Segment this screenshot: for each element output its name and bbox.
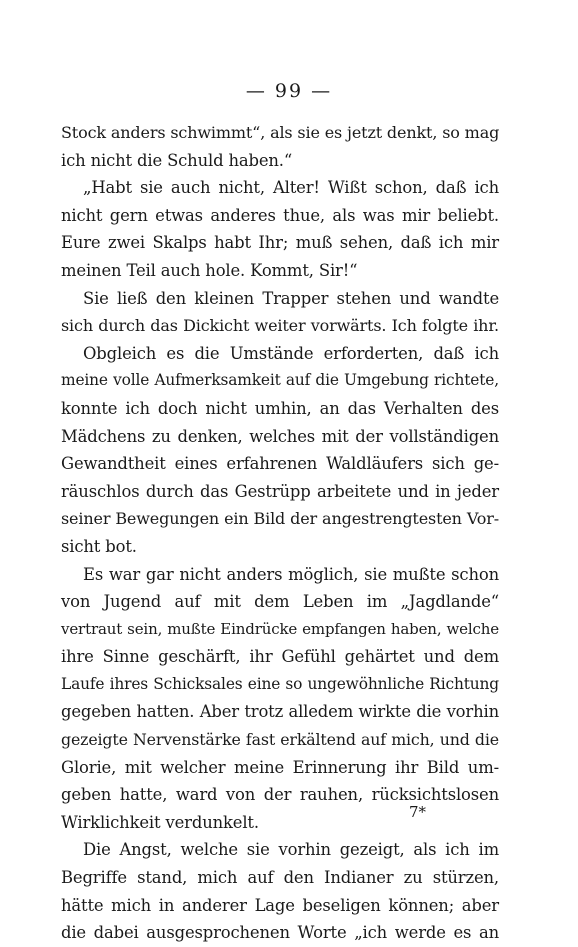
text-line: nicht gern etwas anderes thue, als was mir beliebt. <box>61 205 499 225</box>
text-line: vertraut sein, mußte Eindrücke empfangen haben, welche <box>61 619 499 638</box>
text-line: ich nicht die Schuld haben.“ <box>61 150 293 170</box>
text-line: räuschlos durch das Gestrüpp arbeitete und in jeder <box>61 481 499 501</box>
printer-signature: 7* <box>409 803 427 821</box>
text-line: „Habt sie auch nicht, Alter! Wißt schon, daß ich <box>83 178 499 198</box>
text-line: Sie ließ den kleinen Trapper stehen und wandte <box>83 288 499 308</box>
text-line: Die Angst, welche sie vorhin gezeigt, als ich im <box>83 840 499 860</box>
text-line: gezeigte Nervenstärke fast erkältend auf mich, und die <box>61 730 499 750</box>
text-line: sicht bot. <box>61 536 137 556</box>
text-line: Stock anders schwimmt“, als sie es jetzt denkt, so mag <box>61 123 500 142</box>
text-line: Es war gar nicht anders möglich, sie mußte schon <box>83 564 499 584</box>
text-line: Gewandtheit eines erfahrenen Waldläufers sich ge- <box>61 454 499 474</box>
text-line: meinen Teil auch hole. Kommt, Sir!“ <box>61 260 358 280</box>
text-line: die dabei ausgesprochenen Worte „ich werde es an <box>61 923 499 943</box>
text-line: gegeben hatten. Aber trotz alledem wirkte die vorhin <box>61 702 499 722</box>
text-line: Wirklichkeit verdunkelt. <box>61 812 259 832</box>
text-line: geben hatte, ward von der rauhen, rücksichtslosen <box>61 785 499 805</box>
text-line: von Jugend auf mit dem Leben im „Jagdlande“ <box>61 592 499 612</box>
text-line: Eure zwei Skalps habt Ihr; muß sehen, daß ich mir <box>61 233 499 253</box>
text-line: ihre Sinne geschärft, ihr Gefühl gehärtet und dem <box>61 647 499 667</box>
text-line: konnte ich doch nicht umhin, an das Verhalten des <box>61 398 499 418</box>
text-line: Begriffe stand, mich auf den Indianer zu stürzen, <box>61 868 499 888</box>
body-text <box>61 119 499 947</box>
text-line: meine volle Aufmerksamkeit auf die Umgebung richtete, <box>61 371 499 390</box>
text-line: Obgleich es die Umstände erforderten, daß ich <box>83 343 499 363</box>
text-line: Glorie, mit welcher meine Erinnerung ihr Bild um- <box>61 757 499 777</box>
page-number: — 99 — <box>245 80 333 102</box>
text-line: hätte mich in anderer Lage beseligen können; aber <box>61 895 499 915</box>
text-line: Laufe ihres Schicksales eine so ungewöhnliche Richtung <box>61 674 499 693</box>
text-line: Mädchens zu denken, welches mit der vollständigen <box>61 426 499 446</box>
text-line: sich durch das Dickicht weiter vorwärts. Ich folgte ihr. <box>61 316 499 336</box>
text-line: seiner Bewegungen ein Bild der angestrengtesten Vor- <box>61 509 499 529</box>
